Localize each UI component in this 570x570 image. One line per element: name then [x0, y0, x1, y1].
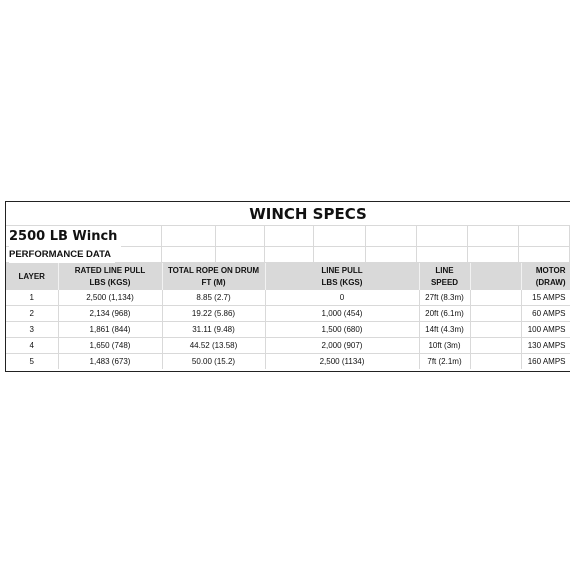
header-rated-line-pull: RATED LINE PULL LBS (KGS): [58, 263, 162, 290]
header-total-rope: TOTAL ROPE ON DRUM FT (M): [162, 263, 265, 290]
performance-table: [6, 263, 570, 369]
cell-blank: [470, 290, 521, 306]
table-row: [6, 290, 570, 306]
cell-blank: [470, 306, 521, 322]
cell-motor: 60 AMPS: [521, 306, 570, 322]
cell-rated-pull: 2,500 (1,134): [58, 290, 162, 306]
cell-speed: 14ft (4.3m): [419, 322, 470, 338]
cell-line-pull: 2,000 (907): [265, 338, 419, 354]
cell-motor: 100 AMPS: [521, 322, 570, 338]
table-row: [6, 306, 570, 322]
cell-line-pull: 1,000 (454): [265, 306, 419, 322]
cell-rope: 50.00 (15.2): [162, 354, 265, 370]
cell-rope: 44.52 (13.58): [162, 338, 265, 354]
cell-motor: 130 AMPS: [521, 338, 570, 354]
cell-blank: [470, 322, 521, 338]
section-label: PERFORMANCE DATA: [9, 247, 115, 263]
cell-speed: 7ft (2.1m): [419, 354, 470, 370]
cell-layer: 1: [6, 290, 58, 306]
header-layer: LAYER: [6, 263, 58, 290]
cell-line-pull: 0: [265, 290, 419, 306]
cell-layer: 4: [6, 338, 58, 354]
cell-speed: 20ft (6.1m): [419, 306, 470, 322]
winch-specs-sheet: [5, 201, 570, 372]
cell-rope: 8.85 (2.7): [162, 290, 265, 306]
header-line-speed: LINE SPEED: [419, 263, 470, 290]
table-row: [6, 338, 570, 354]
cell-speed: 10ft (3m): [419, 338, 470, 354]
cell-line-pull: 2,500 (1134): [265, 354, 419, 370]
cell-rated-pull: 1,483 (673): [58, 354, 162, 370]
cell-rated-pull: 1,650 (748): [58, 338, 162, 354]
cell-layer: 2: [6, 306, 58, 322]
cell-line-pull: 1,500 (680): [265, 322, 419, 338]
table-row: [6, 322, 570, 338]
cell-motor: 15 AMPS: [521, 290, 570, 306]
cell-speed: 27ft (8.3m): [419, 290, 470, 306]
table-header-row: [6, 263, 570, 290]
cell-blank: [470, 338, 521, 354]
cell-rope: 19.22 (5.86): [162, 306, 265, 322]
cell-rope: 31.11 (9.48): [162, 322, 265, 338]
cell-layer: 5: [6, 354, 58, 370]
subtitle-row: [6, 226, 570, 247]
sheet-title: WINCH SPECS: [6, 202, 570, 226]
header-motor: MOTOR (DRAW): [521, 263, 570, 290]
table-row: [6, 354, 570, 370]
cell-blank: [470, 354, 521, 370]
cell-motor: 160 AMPS: [521, 354, 570, 370]
header-line-pull: LINE PULL LBS (KGS): [265, 263, 419, 290]
section-row: [6, 247, 570, 263]
cell-layer: 3: [6, 322, 58, 338]
cell-rated-pull: 2,134 (968): [58, 306, 162, 322]
header-blank: [470, 263, 521, 290]
cell-rated-pull: 1,861 (844): [58, 322, 162, 338]
sheet-subtitle: 2500 LB Winch: [9, 226, 121, 247]
